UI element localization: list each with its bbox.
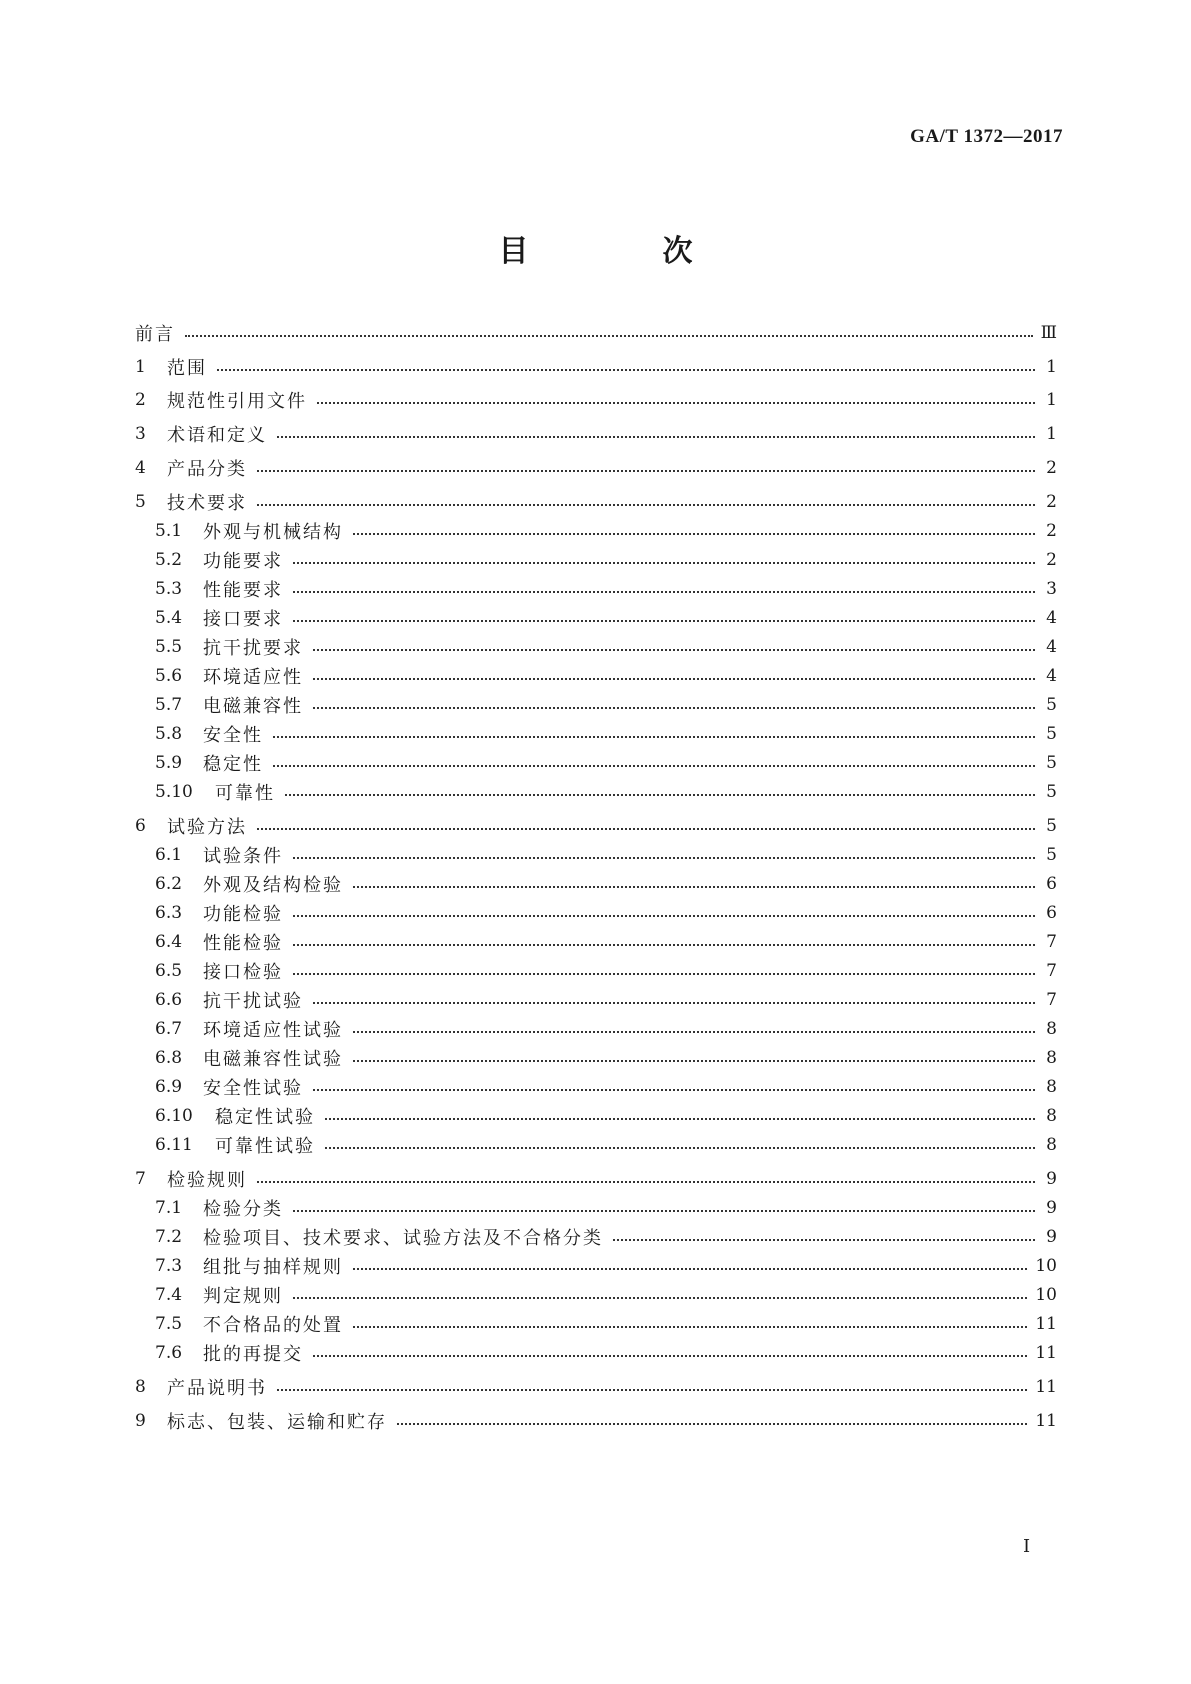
toc-entry[interactable] (155, 871, 1057, 897)
toc-entry-page: 11 (1035, 1411, 1057, 1431)
toc-leader-dots (313, 1002, 1035, 1004)
toc-leader-dots (293, 1297, 1027, 1299)
toc-leader-dots (277, 1389, 1027, 1391)
toc-entry[interactable] (155, 1195, 1057, 1221)
toc-entry-number: 7.6 (155, 1343, 183, 1363)
toc-entry-page: 2 (1046, 521, 1057, 541)
toc-entry-page: 10 (1035, 1256, 1057, 1276)
page-title: 目 次 (498, 234, 745, 269)
toc-entry-number: 3 (135, 424, 146, 444)
toc-entry-number: 6.2 (155, 874, 183, 894)
toc-leader-dots (293, 944, 1035, 946)
toc-entry-page: 5 (1046, 782, 1057, 802)
toc-leader-dots (313, 707, 1035, 709)
toc-entry-label: 试验方法 (167, 817, 247, 838)
toc-entry-page: 9 (1046, 1227, 1057, 1247)
toc-entry[interactable] (155, 605, 1057, 631)
toc-entry[interactable] (155, 634, 1057, 660)
toc-entry-label: 外观与机械结构 (203, 522, 343, 543)
toc-entry-label: 性能要求 (203, 580, 283, 601)
toc-entry-number: 9 (135, 1411, 146, 1431)
toc-leader-dots (313, 1355, 1027, 1357)
toc-leader-dots (353, 1268, 1027, 1270)
toc-entry-label: 安全性试验 (203, 1078, 303, 1099)
toc-entry-number: 7.1 (155, 1198, 183, 1218)
toc-entry-label: 安全性 (203, 725, 263, 746)
toc-leader-dots (293, 562, 1035, 564)
toc-leader-dots (257, 828, 1035, 830)
toc-entry-label: 电磁兼容性 (203, 696, 303, 717)
toc-entry-number: 7.2 (155, 1227, 183, 1247)
toc-entry-page: 7 (1046, 961, 1057, 981)
toc-leader-dots (217, 369, 1035, 371)
toc-entry[interactable] (155, 1074, 1057, 1100)
toc-entry-page: 4 (1046, 608, 1057, 628)
toc-entry-page: 11 (1035, 1377, 1057, 1397)
toc-leader-dots (293, 620, 1035, 622)
toc-entry-number: 6.9 (155, 1077, 183, 1097)
toc-entry-page: 2 (1046, 550, 1057, 570)
toc-entry-label: 性能检验 (203, 933, 283, 954)
toc-entry-label: 抗干扰试验 (203, 991, 303, 1012)
toc-entry[interactable] (135, 813, 1057, 839)
toc-entry-number: 5.5 (155, 637, 183, 657)
toc-entry[interactable] (155, 1253, 1057, 1279)
toc-leader-dots (353, 1060, 1035, 1062)
toc-entry-label: 批的再提交 (203, 1344, 303, 1365)
toc-entry[interactable] (155, 576, 1057, 602)
toc-entry-page: 5 (1046, 816, 1057, 836)
toc-entry[interactable] (155, 958, 1057, 984)
toc-entry-number: 1 (135, 357, 146, 377)
toc-entry-number: 7.3 (155, 1256, 183, 1276)
toc-entry-number: 8 (135, 1377, 146, 1397)
toc-leader-dots (293, 973, 1035, 975)
toc-entry-number: 6.11 (155, 1135, 193, 1155)
toc-entry[interactable] (135, 421, 1057, 447)
toc-entry[interactable] (155, 1132, 1057, 1158)
toc-leader-dots (257, 470, 1035, 472)
toc-entry-page: 1 (1046, 424, 1057, 444)
toc-entry-label: 功能检验 (203, 904, 283, 925)
toc-leader-dots (313, 649, 1035, 651)
toc-leader-dots (285, 794, 1035, 796)
toc-leader-dots (277, 436, 1035, 438)
page-number: Ⅰ (1023, 1536, 1031, 1557)
toc-entry-page: 6 (1046, 874, 1057, 894)
toc-entry-page: 6 (1046, 903, 1057, 923)
toc-entry-number: 6 (135, 816, 146, 836)
toc-entry-label: 标志、包装、运输和贮存 (167, 1412, 387, 1433)
toc-entry-page: 5 (1046, 724, 1057, 744)
toc-entry-page: 2 (1046, 458, 1057, 478)
toc-entry[interactable] (155, 1340, 1057, 1366)
toc-entry-label: 试验条件 (203, 846, 283, 867)
toc-entry-number: 5.1 (155, 521, 183, 541)
toc-entry-page: 11 (1035, 1343, 1057, 1363)
toc-entry[interactable] (155, 1045, 1057, 1071)
toc-entry-number: 5.9 (155, 753, 183, 773)
toc-entry[interactable] (155, 663, 1057, 689)
toc-entry-label: 检验规则 (167, 1170, 247, 1191)
toc-entry[interactable] (135, 489, 1057, 515)
toc-entry-number: 5.10 (155, 782, 193, 802)
toc-entry[interactable] (135, 1166, 1057, 1192)
toc-entry-label: 可靠性 (215, 783, 275, 804)
toc-entry-number: 7.4 (155, 1285, 183, 1305)
toc-entry-number: 6.7 (155, 1019, 183, 1039)
toc-leader-dots (313, 678, 1035, 680)
toc-entry[interactable] (155, 1103, 1057, 1129)
toc-leader-dots (353, 1326, 1027, 1328)
toc-leader-dots (273, 765, 1035, 767)
standard-code: GA/T 1372—2017 (910, 126, 1063, 147)
toc-entry-page: 8 (1046, 1077, 1057, 1097)
toc-entry-page: 1 (1046, 357, 1057, 377)
toc-entry-label: 规范性引用文件 (167, 391, 307, 412)
toc-leader-dots (353, 533, 1035, 535)
toc-entry-label: 稳定性试验 (215, 1107, 315, 1128)
toc-entry[interactable] (155, 1224, 1057, 1250)
toc-entry-page: 9 (1046, 1169, 1057, 1189)
toc-entry-page: Ⅲ (1040, 323, 1057, 343)
toc-entry-page: 10 (1035, 1285, 1057, 1305)
toc-leader-dots (317, 402, 1035, 404)
toc-entry-page: 5 (1046, 845, 1057, 865)
toc-entry-label: 外观及结构检验 (203, 875, 343, 896)
toc-entry[interactable] (155, 1311, 1057, 1337)
toc-entry-number: 5.3 (155, 579, 183, 599)
toc-leader-dots (397, 1423, 1027, 1425)
toc-leader-dots (325, 1118, 1035, 1120)
toc-entry-label: 功能要求 (203, 551, 283, 572)
toc-entry-label: 抗干扰要求 (203, 638, 303, 659)
toc-entry-label: 电磁兼容性试验 (203, 1049, 343, 1070)
toc-entry-number: 6.5 (155, 961, 183, 981)
toc-entry-label: 产品说明书 (167, 1378, 267, 1399)
toc-leader-dots (613, 1239, 1035, 1241)
toc-entry-number: 2 (135, 390, 146, 410)
toc-entry[interactable] (155, 1282, 1057, 1308)
toc-entry-number: 5.8 (155, 724, 183, 744)
toc-entry-number: 7.5 (155, 1314, 183, 1334)
toc-entry[interactable] (155, 518, 1057, 544)
toc-entry-label: 不合格品的处置 (203, 1315, 343, 1336)
toc-entry-number: 4 (135, 458, 146, 478)
toc-entry-number: 5.6 (155, 666, 183, 686)
toc-entry-label: 判定规则 (203, 1286, 283, 1307)
toc-entry[interactable] (155, 929, 1057, 955)
toc-entry[interactable] (155, 692, 1057, 718)
toc-leader-dots (353, 1031, 1035, 1033)
toc-entry-number: 6.4 (155, 932, 183, 952)
toc-entry[interactable] (155, 547, 1057, 573)
toc-entry-number: 5.4 (155, 608, 183, 628)
toc-leader-dots (293, 857, 1035, 859)
toc-entry-number: 6.3 (155, 903, 183, 923)
toc-entry-number: 5.2 (155, 550, 183, 570)
toc-entry-page: 5 (1046, 695, 1057, 715)
toc-entry-label: 稳定性 (203, 754, 263, 775)
toc-entry-number: 6.10 (155, 1106, 193, 1126)
toc-leader-dots (293, 591, 1035, 593)
toc-entry[interactable] (155, 842, 1057, 868)
toc-entry-label: 检验项目、技术要求、试验方法及不合格分类 (203, 1228, 603, 1249)
toc-entry-label: 环境适应性 (203, 667, 303, 688)
toc-leader-dots (257, 504, 1035, 506)
toc-entry-label: 接口要求 (203, 609, 283, 630)
toc-leader-dots (325, 1147, 1035, 1149)
toc-entry-page: 7 (1046, 932, 1057, 952)
toc-entry-label: 产品分类 (167, 459, 247, 480)
toc-entry-number: 5.7 (155, 695, 183, 715)
toc-entry-page: 11 (1035, 1314, 1057, 1334)
toc-entry-page: 2 (1046, 492, 1057, 512)
toc-entry[interactable] (155, 721, 1057, 747)
toc-leader-dots (257, 1181, 1035, 1183)
toc-leader-dots (293, 915, 1035, 917)
toc-entry[interactable] (155, 1016, 1057, 1042)
toc-entry[interactable] (135, 1374, 1057, 1400)
toc-leader-dots (185, 335, 1033, 337)
toc-entry-number: 5 (135, 492, 146, 512)
toc-entry-label: 检验分类 (203, 1199, 283, 1220)
toc-entry[interactable] (135, 387, 1057, 413)
toc-entry-label: 技术要求 (167, 493, 247, 514)
toc-entry-number: 7 (135, 1169, 146, 1189)
toc-leader-dots (313, 1089, 1035, 1091)
toc-entry-page: 4 (1046, 637, 1057, 657)
toc-entry-page: 1 (1046, 390, 1057, 410)
toc-entry-page: 3 (1046, 579, 1057, 599)
toc-entry-label: 接口检验 (203, 962, 283, 983)
toc-entry-page: 4 (1046, 666, 1057, 686)
toc-entry-page: 8 (1046, 1019, 1057, 1039)
toc-entry[interactable] (135, 1408, 1057, 1434)
toc-entry[interactable] (155, 750, 1057, 776)
toc-entry[interactable] (155, 779, 1057, 805)
toc-entry-label: 可靠性试验 (215, 1136, 315, 1157)
toc-entry-page: 9 (1046, 1198, 1057, 1218)
toc-leader-dots (273, 736, 1035, 738)
toc-entry-label: 组批与抽样规则 (203, 1257, 343, 1278)
toc-entry[interactable] (155, 987, 1057, 1013)
toc-entry-label: 环境适应性试验 (203, 1020, 343, 1041)
toc-entry-number: 6.1 (155, 845, 183, 865)
toc-entry-page: 8 (1046, 1106, 1057, 1126)
toc-entry-page: 8 (1046, 1048, 1057, 1068)
toc-entry[interactable] (135, 320, 1057, 346)
toc-entry-page: 7 (1046, 990, 1057, 1010)
toc-leader-dots (353, 886, 1035, 888)
toc-leader-dots (293, 1210, 1035, 1212)
toc-entry[interactable] (155, 900, 1057, 926)
toc-entry-label: 前言 (135, 324, 175, 345)
toc-entry[interactable] (135, 354, 1057, 380)
toc-entry-page: 8 (1046, 1135, 1057, 1155)
toc-entry-label: 术语和定义 (167, 425, 267, 446)
toc-entry-page: 5 (1046, 753, 1057, 773)
toc-entry-label: 范围 (167, 358, 207, 379)
toc-entry-number: 6.6 (155, 990, 183, 1010)
toc-entry[interactable] (135, 455, 1057, 481)
toc-entry-number: 6.8 (155, 1048, 183, 1068)
